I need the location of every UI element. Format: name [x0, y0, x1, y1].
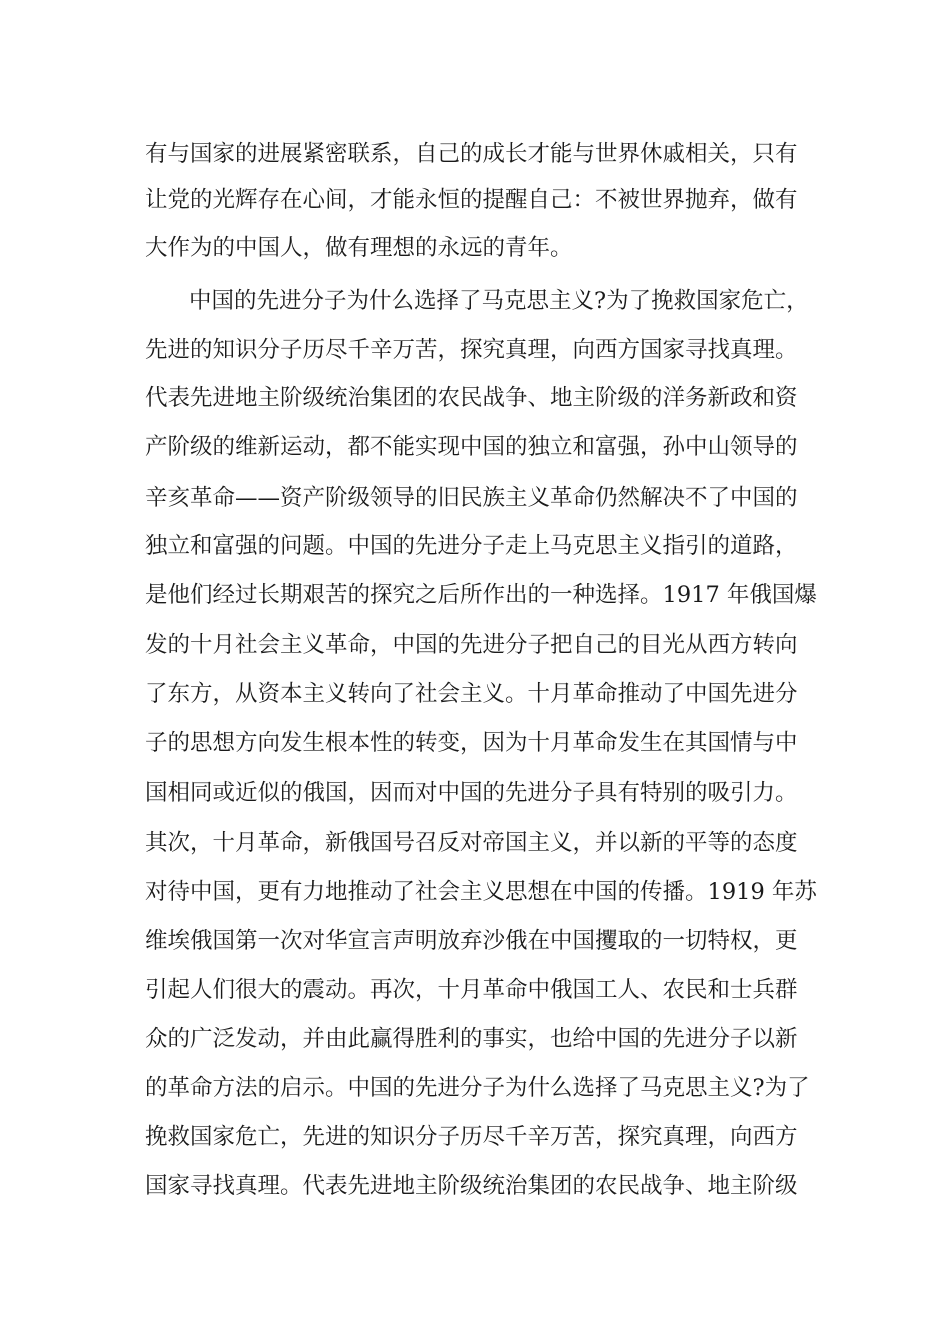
- paragraph-2-line-5: 辛亥革命——资产阶级领导的旧民族主义革命仍然解决不了中国的: [145, 485, 798, 511]
- paragraph-2-line-16: 众的广泛发动，并由此赢得胜利的事实，也给中国的先进分子以新: [145, 1026, 798, 1052]
- paragraph-2-line-12: 其次，十月革命，新俄国号召反对帝国主义，并以新的平等的态度: [145, 830, 798, 856]
- paragraph-2-line-18: 挽救国家危亡，先进的知识分子历尽千辛万苦，探究真理，向西方: [145, 1124, 798, 1150]
- paragraph-2-line-13: 对待中国，更有力地推动了社会主义思想在中国的传播。1919 年苏: [145, 879, 817, 905]
- paragraph-2-line-3: 代表先进地主阶级统治集团的农民战争、地主阶级的洋务新政和资: [145, 385, 798, 411]
- paragraph-2-line-6: 独立和富强的问题。中国的先进分子走上马克思主义指引的道路，: [145, 533, 798, 559]
- paragraph-1-line-1: 有与国家的进展紧密联系，自己的成长才能与世界休戚相关，只有: [145, 141, 798, 167]
- paragraph-2-line-14: 维埃俄国第一次对华宣言声明放弃沙俄在中国攫取的一切特权，更: [145, 928, 798, 954]
- paragraph-2-line-17: 的革命方法的启示。中国的先进分子为什么选择了马克思主义?为了: [145, 1075, 810, 1101]
- paragraph-1-line-2: 让党的光辉存在心间，才能永恒的提醒自己：不被世界抛弃，做有: [145, 187, 798, 213]
- paragraph-2-line-8: 发的十月社会主义革命，中国的先进分子把自己的目光从西方转向: [145, 632, 798, 658]
- paragraph-1-line-3: 大作为的中国人，做有理想的永远的青年。: [145, 235, 573, 261]
- paragraph-2-line-15: 引起人们很大的震动。再次，十月革命中俄国工人、农民和士兵群: [145, 977, 798, 1003]
- paragraph-2-line-11: 国相同或近似的俄国，因而对中国的先进分子具有特别的吸引力。: [145, 780, 798, 806]
- paragraph-2-line-19: 国家寻找真理。代表先进地主阶级统治集团的农民战争、地主阶级: [145, 1173, 798, 1199]
- paragraph-2-line-9: 了东方，从资本主义转向了社会主义。十月革命推动了中国先进分: [145, 681, 798, 707]
- paragraph-2-line-7: 是他们经过长期艰苦的探究之后所作出的一种选择。1917 年俄国爆: [145, 582, 817, 608]
- paragraph-2-line-2: 先进的知识分子历尽千辛万苦，探究真理，向西方国家寻找真理。: [145, 337, 798, 363]
- paragraph-2-line-10: 子的思想方向发生根本性的转变，因为十月革命发生在其国情与中: [145, 730, 798, 756]
- paragraph-2-line-4: 产阶级的维新运动，都不能实现中国的独立和富强，孙中山领导的: [145, 434, 798, 460]
- paragraph-2-line-1: 中国的先进分子为什么选择了马克思主义?为了挽救国家危亡，: [189, 288, 809, 314]
